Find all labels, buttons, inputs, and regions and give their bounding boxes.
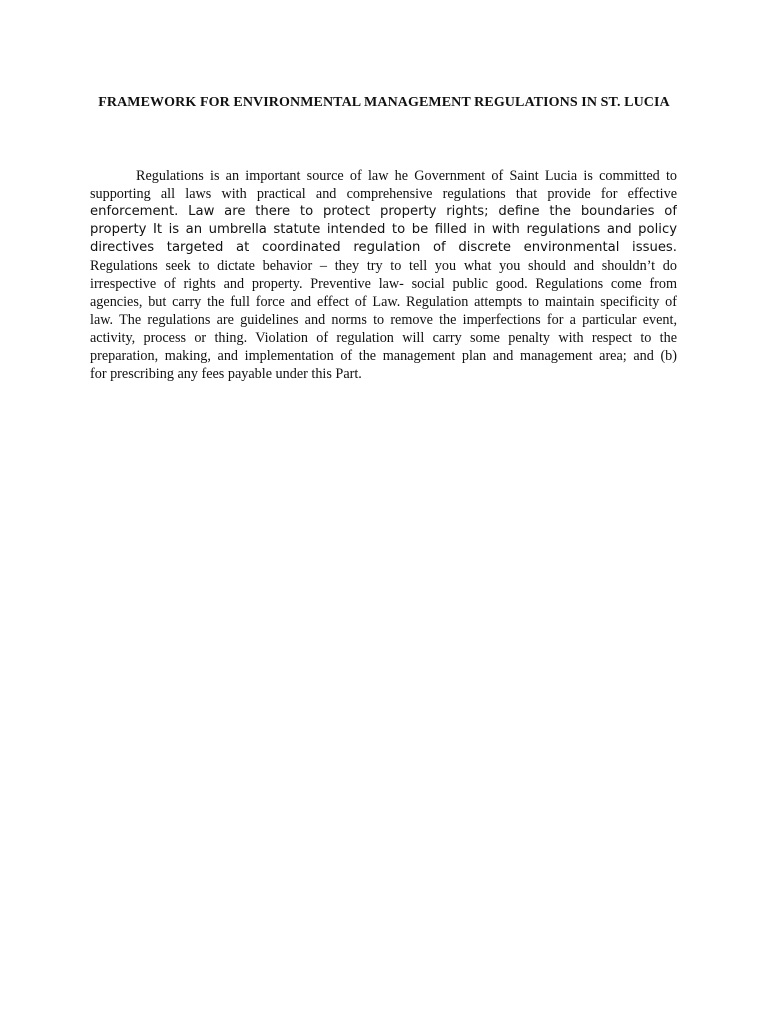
paragraph-line: enforcement. Law are there to protect property rights; define the boundaries of	[90, 204, 677, 219]
paragraph-line: Regulations is an important source of law he Government of Saint Lucia is committed to	[136, 168, 677, 184]
paragraph-line: irrespective of rights and property. Preventive law- social public good. Regulations come from	[90, 276, 677, 292]
paragraph-line: agencies, but carry the full force and effect of Law. Regulation attempts to maintain specificity of	[90, 294, 677, 310]
paragraph-line: for prescribing any fees payable under this Part.	[90, 366, 362, 382]
document-title: FRAMEWORK FOR ENVIRONMENTAL MANAGEMENT REGULATIONS IN ST. LUCIA	[98, 95, 670, 110]
paragraph-line: directives targeted at coordinated regulation of discrete environmental issues.	[90, 240, 677, 255]
paragraph-line: activity, process or thing. Violation of regulation will carry some penalty with respect to the	[90, 330, 677, 346]
paragraph-line: property It is an umbrella statute intended to be filled in with regulations and policy	[90, 222, 677, 237]
paragraph-line: preparation, making, and implementation of the management plan and management area; and (b)	[90, 348, 677, 364]
paragraph-line: supporting all laws with practical and comprehensive regulations that provide for effective	[90, 186, 677, 202]
body-paragraph	[90, 167, 677, 383]
paragraph-line: Regulations seek to dictate behavior – they try to tell you what you should and shouldn’t do	[90, 258, 677, 274]
paragraph-line: law. The regulations are guidelines and norms to remove the imperfections for a particular event,	[90, 312, 677, 328]
